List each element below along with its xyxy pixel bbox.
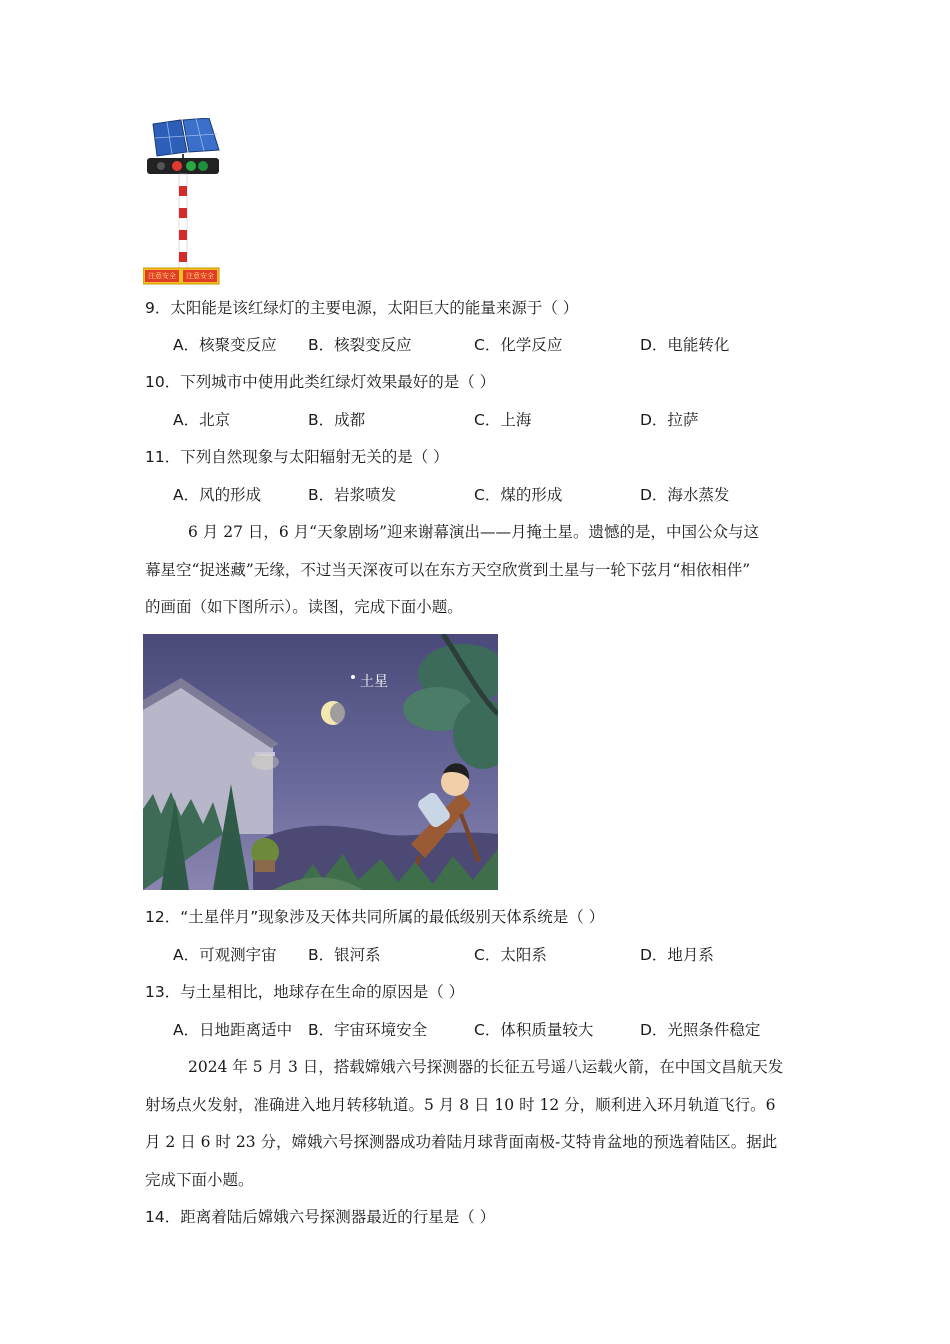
question-11-option-a: A．风的形成 (173, 486, 262, 504)
question-10-option-b: B．成都 (308, 411, 366, 429)
question-10-stem: 10．下列城市中使用此类红绿灯效果最好的是（ ） (145, 373, 496, 391)
passage-2-line-4: 完成下面小题。 (145, 1171, 254, 1189)
question-13-option-d: D．光照条件稳定 (640, 1021, 761, 1039)
question-10-option-d: D．拉萨 (640, 411, 699, 429)
question-13-stem: 13．与土星相比，地球存在生命的原因是（ ） (145, 983, 465, 1001)
question-12-stem: 12．“土星伴月”现象涉及天体共同所属的最低级别天体系统是（ ） (145, 908, 605, 926)
night-scene-image (143, 634, 498, 890)
passage-2-line-2: 射场点火发射，准确进入地月转移轨道。5 月 8 日 10 时 12 分，顺利进入环月轨道飞行。6 (145, 1096, 776, 1114)
moon-saturn-illustration (143, 634, 498, 890)
question-11-option-d: D．海水蒸发 (640, 486, 730, 504)
passage-2-line-1: 2024 年 5 月 3 日，搭载嫦娥六号探测器的长征五号遥八运载火箭，在中国文昌航天发 (188, 1058, 784, 1076)
question-13-option-c: C．体积质量较大 (474, 1021, 594, 1039)
question-9-option-d: D．电能转化 (640, 336, 730, 354)
solar-traffic-light-icon (143, 118, 223, 286)
question-11-option-c: C．煤的形成 (474, 486, 563, 504)
question-14-stem: 14．距离着陆后嫦娥六号探测器最近的行星是（ ） (145, 1208, 496, 1226)
question-11-stem: 11．下列自然现象与太阳辐射无关的是（ ） (145, 448, 449, 466)
sign-text-left: 注意安全 (148, 272, 176, 280)
question-12-option-b: B．银河系 (308, 946, 381, 964)
question-13-option-b: B．宇宙环境安全 (308, 1021, 428, 1039)
solar-traffic-light-figure (143, 118, 223, 286)
sign-text-right: 注意安全 (186, 272, 214, 280)
passage-1-line-1: 6 月 27 日，6 月“天象剧场”迎来谢幕演出——月掩土星。遗憾的是，中国公众与这 (188, 523, 760, 541)
question-12-option-d: D．地月系 (640, 946, 714, 964)
question-11-option-b: B．岩浆喷发 (308, 486, 397, 504)
question-10-option-a: A．北京 (173, 411, 231, 429)
question-9-option-c: C．化学反应 (474, 336, 563, 354)
question-10-option-c: C．上海 (474, 411, 532, 429)
question-12-option-a: A．可观测宇宙 (173, 946, 277, 964)
question-12-option-c: C．太阳系 (474, 946, 547, 964)
saturn-label: 土星 (360, 674, 388, 690)
question-9-option-a: A．核聚变反应 (173, 336, 277, 354)
passage-2-line-3: 月 2 日 6 时 23 分，嫦娥六号探测器成功着陆月球背面南极-艾特肯盆地的预选着陆区。据此 (145, 1133, 778, 1151)
question-9-option-b: B．核裂变反应 (308, 336, 412, 354)
question-9-stem: 9．太阳能是该红绿灯的主要电源，太阳巨大的能量来源于（ ） (145, 299, 579, 317)
saturn-dot (351, 675, 355, 679)
question-13-option-a: A．日地距离适中 (173, 1021, 293, 1039)
passage-1-line-2: 幕星空“捉迷藏”无缘，不过当天深夜可以在东方天空欣赏到土星与一轮下弦月“相依相伴” (145, 561, 751, 579)
passage-1-line-3: 的画面（如下图所示）。读图，完成下面小题。 (145, 598, 463, 616)
